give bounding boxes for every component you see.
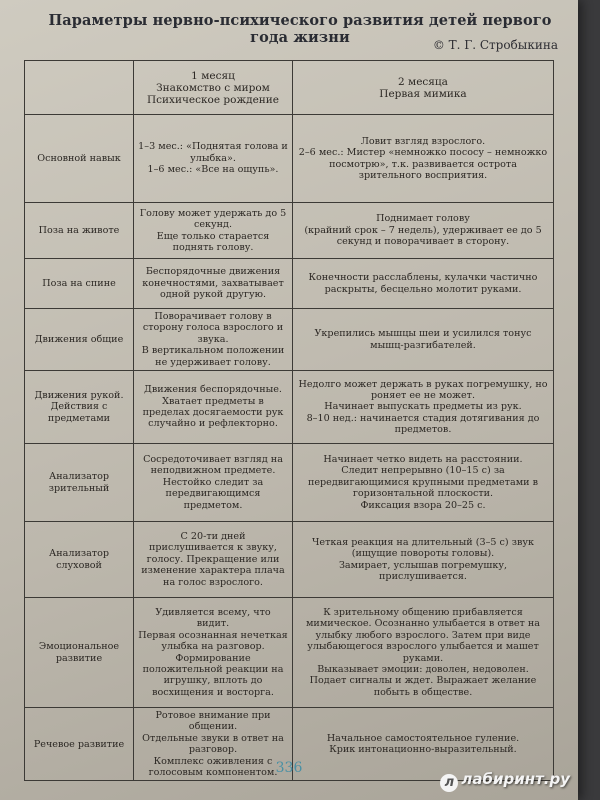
- header-month-2-line1: 2 месяца: [398, 75, 448, 88]
- row-label: Движения общие: [25, 309, 134, 371]
- table-header-row: [25, 61, 554, 115]
- cell-line: Сосредоточивает взгляд на неподвижном предмете.: [143, 454, 283, 477]
- cell-line: Крик интонационно-выразительный.: [329, 744, 517, 756]
- table-row: [25, 522, 554, 598]
- cell-line: Беспорядочные движения конечностями, захватывает одной рукой другую.: [142, 266, 284, 301]
- table-row: [25, 309, 554, 371]
- header-month-2-line2: Первая мимика: [379, 87, 467, 100]
- cell-month-1: [134, 203, 293, 259]
- header-month-2: [293, 61, 554, 115]
- cell-line: В вертикальном положении не удерживает голову.: [141, 345, 285, 368]
- cell-month-2: [293, 259, 554, 309]
- cell-line: Конечности расслаблены, кулачки частично раскрыты, бесцельно молотит руками.: [308, 272, 538, 295]
- cell-line: С 20-ти дней прислушивается к звуку, голосу. Прекращение или изменение характера плача на голос взрослого.: [141, 531, 285, 588]
- cell-month-2: [293, 309, 554, 371]
- table-row: [25, 371, 554, 444]
- row-label: Поза на животе: [25, 203, 134, 259]
- labirint-watermark: [440, 770, 570, 792]
- cell-line: Начальное самостоятельное гуление.: [326, 732, 520, 744]
- cell-line: Ротовое внимание при общении.: [155, 710, 271, 733]
- cell-line: Комплекс оживления с голосовым компонентом.: [148, 755, 278, 779]
- cell-line: Следит непрерывно (10–15 с) за передвигающимися крупными предметами в горизонтальной плоскости.: [307, 465, 539, 500]
- cell-month-2: [293, 203, 554, 259]
- page-number: 336: [275, 760, 303, 776]
- cell-line: Удивляется всему, что видит.: [155, 606, 271, 630]
- row-label: Движения рукой. Действия с предметами: [25, 371, 134, 444]
- cell-line: Движения беспорядочные.: [144, 384, 282, 396]
- row-label: Анализатор слуховой: [25, 522, 134, 598]
- cell-month-1: [134, 115, 293, 203]
- corner-cell: [25, 61, 134, 115]
- header-month-1-line1: 1 месяц: [191, 69, 235, 82]
- header-month-1-line3: Психическое рождение: [146, 93, 280, 106]
- cell-line: Хватает предметы в пределах досягаемости рук случайно и рефлекторно.: [142, 395, 284, 430]
- cell-month-1: [134, 309, 293, 371]
- cell-month-2: [293, 598, 554, 708]
- cell-line: Недолго может держать в руках погремушку, но роняет ее не может.: [298, 378, 548, 401]
- cell-line: (крайний срок – 7 недель), удерживает ее до 5 секунд и поворачивает в сторону.: [304, 224, 542, 248]
- cell-month-1: [134, 598, 293, 708]
- cell-line: Поворачивает голову в сторону голоса взрослого и звука.: [142, 311, 284, 345]
- labirint-logo-icon: л: [440, 774, 458, 792]
- cell-line: Отдельные звуки в ответ на разговор.: [142, 732, 284, 756]
- cell-line: Нестойко следит за передвигающимся предметом.: [162, 476, 264, 511]
- row-label: Речевое развитие: [25, 708, 134, 781]
- table-row: [25, 115, 554, 203]
- cell-month-1: [134, 259, 293, 309]
- cell-line: 2–6 мес.: Мистер «немножко пососу – немножко посмотрю», т.к. развивается острота зрительного восприятия.: [298, 147, 548, 181]
- cell-line: Замирает, услышав погремушку, прислушивается.: [338, 559, 508, 582]
- cell-month-2: [293, 444, 554, 522]
- watermark-text: лабиринт.ру: [461, 770, 570, 788]
- cell-line: Фиксация взора 20–25 с.: [360, 499, 486, 511]
- header-month-1: [134, 61, 293, 115]
- table-row: [25, 203, 554, 259]
- cell-line: Еще только старается поднять голову.: [156, 230, 270, 253]
- cell-line: 1–3 мес.: «Поднятая голова и улыбка».: [138, 141, 288, 164]
- cell-month-1: [134, 444, 293, 522]
- cell-line: Поднимает голову: [376, 213, 470, 225]
- cell-month-2: [293, 371, 554, 444]
- cell-line: Начинает выпускать предметы из рук.: [324, 401, 522, 413]
- cell-line: 1–6 мес.: «Все на ощупь».: [147, 164, 279, 176]
- cell-line: Первая осознанная нечеткая улыбка на разговор.: [138, 629, 288, 653]
- cell-line: Формирование положительной реакции на игрушку, вплоть до восхищения и восторга.: [142, 652, 284, 698]
- cell-month-1: [134, 371, 293, 444]
- cell-line: Голову может удержать до 5 секунд.: [139, 207, 287, 231]
- cell-line: Начинает четко видеть на расстоянии.: [323, 454, 523, 466]
- cell-line: Выказывает эмоции: доволен, недоволен.: [317, 663, 529, 675]
- cell-month-2: [293, 115, 554, 203]
- cell-month-1: [134, 522, 293, 598]
- row-label: Анализатор зрительный: [25, 444, 134, 522]
- cell-line: Четкая реакция на длительный (3–5 с) звук (ищущие повороты головы).: [312, 536, 534, 560]
- cell-line: К зрительному общению прибавляется мимическое. Осознанно улыбается в ответ на улыбку любого взрослого. Затем при виде улыбающегося взрослого улыбается и машет руками.: [305, 606, 541, 664]
- table-row: [25, 259, 554, 309]
- cell-line: Укрепились мышцы шеи и усилился тонус мышц-разгибателей.: [314, 328, 532, 351]
- table-row: [25, 598, 554, 708]
- row-label: Поза на спине: [25, 259, 134, 309]
- cell-month-2: [293, 522, 554, 598]
- author-credit: © Т. Г. Стробыкина: [432, 38, 558, 52]
- cell-line: 8–10 нед.: начинается стадия дотягивания до предметов.: [306, 412, 540, 436]
- table-row: [25, 444, 554, 522]
- row-label: Эмоциональное развитие: [25, 598, 134, 708]
- page-title: Параметры нервно-психического развития детей первого года жизни: [48, 12, 552, 46]
- header-month-1-line2: Знакомство с миром: [156, 81, 270, 94]
- development-table: [24, 60, 554, 781]
- cell-line: Ловит взгляд взрослого.: [360, 135, 486, 147]
- cell-line: Подает сигналы и ждет. Выражает желание побыть в обществе.: [309, 675, 537, 698]
- row-label: Основной навык: [25, 115, 134, 203]
